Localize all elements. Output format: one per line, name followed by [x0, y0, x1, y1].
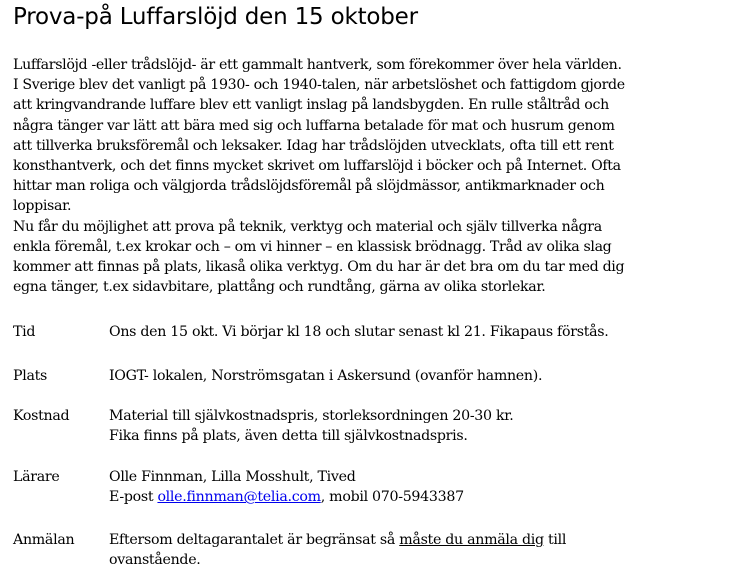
- detail-label: Tid: [13, 324, 36, 340]
- intro-line: att tillverka bruksföremål och leksaker. Idag har trådslöjden utvecklats, ofta till ett rent: [13, 137, 614, 154]
- intro-line: egna tänger, t.ex sidavbitare, plattång och rundtång, gärna av olika storlekar.: [13, 279, 546, 296]
- detail-line: Olle Finnman, Lilla Mosshult, Tived: [109, 469, 356, 485]
- detail-value: [109, 406, 729, 446]
- detail-line: ovanstående.: [109, 552, 201, 569]
- intro-line: hittar man roliga och välgjorda trådslöjdsföremål på slöjdmässor, antikmarknader och: [13, 178, 605, 195]
- intro-line: I Sverige blev det vanligt på 1930- och 1940-talen, när arbetslöshet och fattigdom gjorde: [13, 77, 625, 94]
- intro-line: loppisar.: [13, 198, 72, 215]
- intro-paragraph-2: [13, 217, 723, 298]
- detail-line: IOGT- lokalen, Norströmsgatan i Askersund (ovanför hamnen).: [109, 368, 543, 384]
- intro-line: några tänger var lätt att bära med sig och luffarna betalade för mat och husrum genom: [13, 117, 615, 134]
- anmalan-text-after: till: [543, 532, 567, 548]
- anmalan-text-before: Eftersom deltagarantalet är begränsat så: [109, 532, 400, 548]
- detail-line: Material till självkostnadspris, storleksordningen 20-30 kr.: [109, 408, 514, 424]
- detail-line: [109, 530, 729, 550]
- intro-line: Nu får du möjlighet att prova på teknik, verktyg och material och själv tillverka några: [13, 218, 602, 235]
- detail-value: [109, 467, 729, 507]
- email-link[interactable]: olle.finnman@telia.com: [157, 489, 321, 506]
- detail-line: [109, 487, 729, 507]
- email-prefix: E-post: [109, 489, 158, 506]
- detail-label: Kostnad: [13, 408, 70, 424]
- intro-line: konsthantverk, och det finns mycket skrivet om luffarslöjd i böcker och på Internet. Ofta: [13, 158, 621, 175]
- intro-line: att kringvandrande luffare blev ett vanligt inslag på landsbygden. En rulle ståltråd och: [13, 97, 609, 114]
- detail-value: [109, 322, 729, 342]
- detail-line: Ons den 15 okt. Vi börjar kl 18 och slutar senast kl 21. Fikapaus förstås.: [109, 324, 609, 340]
- phone-text: , mobil 070-5943387: [320, 489, 464, 506]
- page-title: Prova-på Luffarslöjd den 15 oktober: [13, 4, 418, 30]
- detail-value: [109, 530, 729, 570]
- intro-line: enkla föremål, t.ex krokar och – om vi hinner – en klassisk brödnagg. Tråd av olika slag: [13, 238, 612, 255]
- intro-paragraph-1: [13, 55, 723, 217]
- intro-line: Luffarslöjd -eller trådslöjd- är ett gammalt hantverk, som förekommer över hela världen.: [13, 57, 622, 73]
- intro-text: [13, 55, 723, 297]
- detail-label: Anmälan: [13, 532, 75, 548]
- detail-label: Lärare: [13, 469, 60, 485]
- detail-line: Fika finns på plats, även detta till självkostnadspris.: [109, 428, 468, 445]
- anmalan-emphasis: måste du anmäla dig: [399, 532, 544, 548]
- detail-label: Plats: [13, 368, 48, 384]
- detail-value: [109, 366, 729, 386]
- intro-line: kommer att finnas på plats, likaså olika verktyg. Om du har är det bra om du tar med dig: [13, 259, 625, 276]
